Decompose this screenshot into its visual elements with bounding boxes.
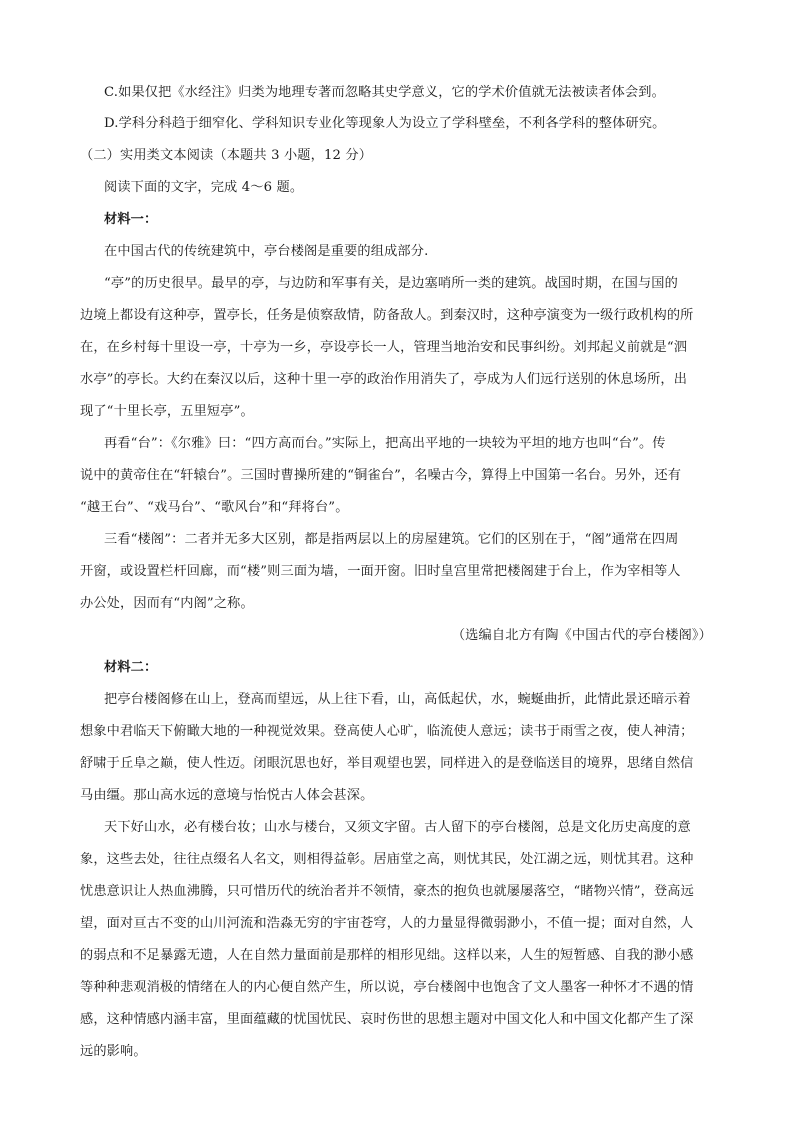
material1-line: 开窗，或设置栏杆回廊，而“楼”则三面为墙，一面开窗。旧时皇宫里常把楼阁建于台上，作为宰相等人 bbox=[80, 564, 681, 579]
material2-line: 想象中君临天下俯瞰大地的一种视觉效果。登高使人心旷，临流使人意远；读书于雨雪之夜，使人神清； bbox=[80, 724, 694, 739]
material1-line: 在，在乡村每十里设一亭，十亭为一乡，亭设亭长一人，管理当地治安和民事纠纷。刘邦起义前就是“泗 bbox=[80, 340, 688, 355]
material1-line: “亭”的历史很早。最早的亭，与边防和军事有关，是边塞哨所一类的建筑。战国时期，在国与国的 bbox=[104, 276, 678, 291]
material2-line: 等种种悲观消极的情绪在人的内心便自然产生，所以说，亭台楼阁中也饱含了文人墨客一种怀才不遇的情 bbox=[80, 980, 694, 995]
option-c: C.如果仅把《水经注》归类为地理专著而忽略其史学意义，它的学术价值就无法被读者体会到。 bbox=[104, 85, 665, 100]
material1-line: 再看“台”：《尔雅》曰：“四方高而台。”实际上，把高出平地的一块较为平坦的地方也叫“台”。传 bbox=[104, 436, 666, 451]
material2-line: 望，面对亘古不变的山川河流和浩淼无穷的宇宙苍穹，人的力量显得微弱渺小，不值一提；面对自然，人 bbox=[80, 916, 694, 931]
material2-line: 象，这些去处，往往点缀名人名文，则相得益彰。居庙堂之高，则忧其民，处江湖之远，则忧其君。这种 bbox=[80, 852, 694, 867]
material1-line: 三看“楼阁”：二者并无多大区别，都是指两层以上的房屋建筑。它们的区别在于，“阁”通常在四周 bbox=[104, 532, 679, 547]
material2-line: 天下好山水，必有楼台妆；山水与楼台，又须文字留。古人留下的亭台楼阁，总是文化历史高度的意 bbox=[104, 820, 691, 835]
section-instruction: 阅读下面的文字，完成 4～6 题。 bbox=[104, 180, 304, 195]
material2-line: 忧患意识让人热血沸腾，只可惜历代的统治者并不领情，豪杰的抱负也就屡屡落空，“睹物兴情”，登高远 bbox=[80, 884, 694, 899]
material1-label: 材料一： bbox=[104, 212, 158, 227]
material1-line: 在中国古代的传统建筑中，亭台楼阁是重要的组成部分. bbox=[104, 244, 429, 259]
material2-line: 的弱点和不足暴露无遗，人在自然力量面前是那样的相形见绌。这样以来，人生的短暂感、自我的渺小感 bbox=[80, 948, 694, 963]
material1-source: （选编自北方有陶《中国古代的亭台楼阁》） bbox=[451, 628, 712, 643]
material1-line: 说中的黄帝住在“轩辕台”。三国时曹操所建的“铜雀台”，名噪古今，算得上中国第一名台。另外，还有 bbox=[80, 468, 682, 483]
material2-line: 把亭台楼阁修在山上，登高而望远，从上往下看，山，高低起伏，水，蜿蜒曲折，此情此景还暗示着 bbox=[104, 692, 691, 707]
material1-line: 水亭”的亭长。大约在秦汉以后，这种十里一亭的政治作用消失了，亭成为人们远行送别的休息场所，出 bbox=[80, 372, 688, 387]
material2-line: 远的影响。 bbox=[80, 1044, 147, 1059]
material1-line: “越王台”、“戏马台”、“歌风台”和“拜将台”。 bbox=[80, 500, 349, 515]
material2-line: 马由缰。那山高水远的意境与怡悦古人体会甚深。 bbox=[80, 788, 374, 803]
material1-line: 边境上都设有这种亭，置亭长，任务是侦察敌情，防备敌人。到秦汉时，这种亭演变为一级行政机构的所 bbox=[80, 308, 694, 323]
material2-line: 舒啸于丘阜之巅，使人性迈。闭眼沉思也好，举目观望也罢，同样进入的是登临送目的境界，思绪自然信 bbox=[80, 756, 694, 771]
section-header: （二）实用类文本阅读（本题共 3 小题，12 分） bbox=[80, 148, 373, 163]
material1-line: 办公处，因而有“内阁”之称。 bbox=[80, 596, 254, 611]
material2-line: 感，这种情感内涵丰富，里面蕴藏的忧国忧民、哀时伤世的思想主题对中国文化人和中国文化都产生了深 bbox=[80, 1012, 694, 1027]
material2-label: 材料二： bbox=[104, 660, 158, 675]
option-d: D.学科分科趋于细窄化、学科知识专业化等现象人为设立了学科壁垒，不利各学科的整体研究。 bbox=[104, 116, 666, 131]
material1-line: 现了“十里长亭，五里短亭”。 bbox=[80, 404, 254, 419]
